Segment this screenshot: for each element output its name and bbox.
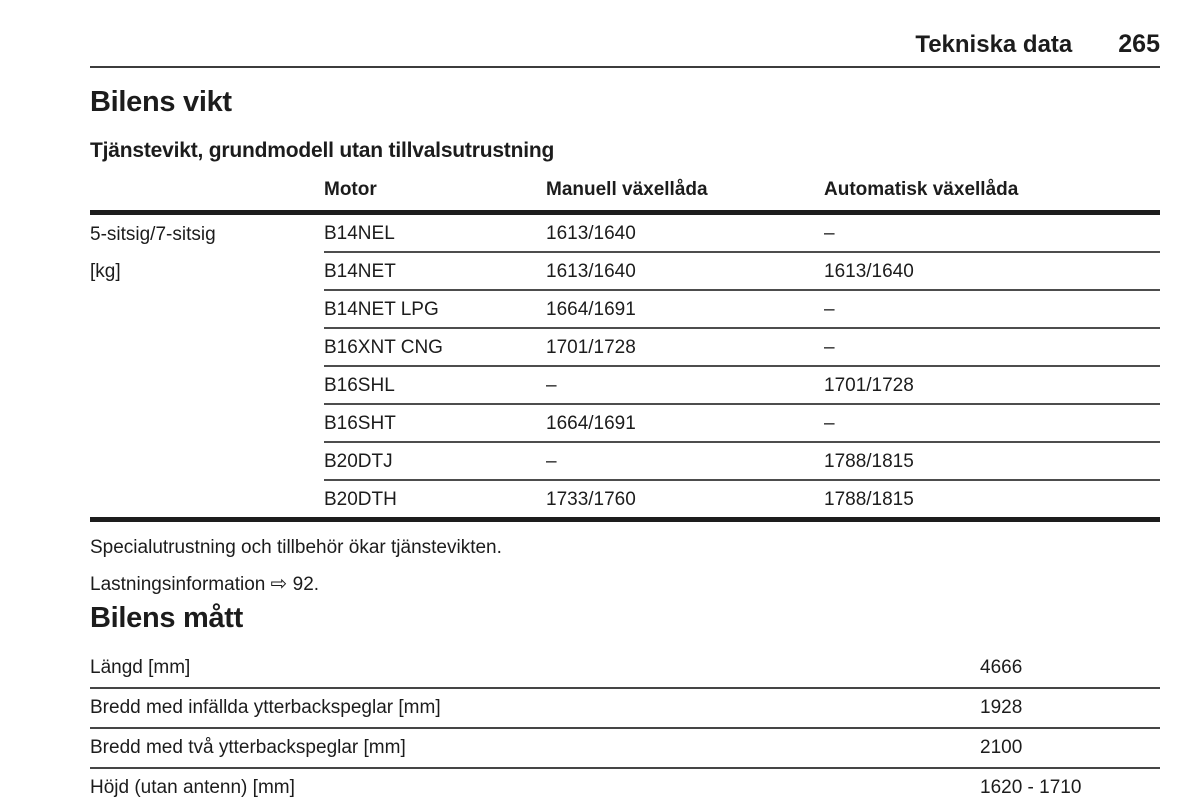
loading-info-text: Lastningsinformation [90,574,266,595]
table-cell-automatic: 1788/1815 [824,443,1160,481]
weight-table [90,177,1160,517]
dimension-value: 1620 - 1710 [980,769,1160,802]
table-cell-automatic: – [824,405,1160,443]
weight-section-heading: Bilens vikt [90,86,232,118]
loading-info-note [90,573,1160,596]
dimension-label: Bredd med infällda ytterbackspeglar [mm] [90,689,980,729]
running-header [90,30,1160,68]
table-cell-motor: B16SHL [324,367,546,405]
table-cell-automatic: 1788/1815 [824,489,914,510]
table-cell-motor: B14NET LPG [324,291,546,329]
table-cell-manual: 1664/1691 [546,405,824,443]
dimension-label: Längd [mm] [90,649,980,689]
weight-table-row-group-label [90,215,324,517]
header-page-number: 265 [1118,30,1160,58]
table-cell-manual: 1664/1691 [546,291,824,329]
table-cell-manual: – [546,443,824,481]
table-cell-motor: B16XNT CNG [324,329,546,367]
seating-label: 5-sitsig/7-sitsig [90,224,216,245]
table-cell-automatic: – [824,291,1160,329]
weight-table-header-automatic: Automatisk växellåda [824,177,1160,215]
table-cell-motor: B14NET [324,253,546,291]
table-cell-automatic: 1613/1640 [824,253,1160,291]
dimensions-table [90,649,1160,802]
table-cell-manual: 1701/1728 [546,329,824,367]
table-cell-manual: 1613/1640 [546,215,824,253]
equipment-note: Specialutrustning och tillbehör ökar tjänstevikten. [90,537,502,558]
table-cell-automatic: – [824,329,1160,367]
dimension-value: 2100 [980,729,1160,769]
weight-table-header-motor: Motor [324,177,546,215]
weight-table-bottom-rule [90,517,1160,522]
cross-reference-page: 92. [292,574,320,595]
weight-subheading: Tjänstevikt, grundmodell utan tillvalsutrustning [90,139,555,162]
unit-label: [kg] [90,261,121,282]
dimension-value: 4666 [980,649,1160,689]
table-cell-manual: 1613/1640 [546,253,824,291]
table-cell-motor: B20DTJ [324,443,546,481]
dimension-value: 1928 [980,689,1160,729]
table-cell-automatic: 1701/1728 [824,367,1160,405]
header-section-title: Tekniska data [915,31,1073,58]
table-cell-manual: 1733/1760 [546,489,636,510]
table-cell-motor: B14NEL [324,215,546,253]
manual-page [90,0,1160,802]
weight-table-header-manual: Manuell växellåda [546,177,824,215]
cross-reference-arrow-icon: ⇨ [270,573,288,595]
dimension-label: Höjd (utan antenn) [mm] [90,769,980,802]
table-cell-manual: – [546,367,824,405]
dimension-label: Bredd med två ytterbackspeglar [mm] [90,729,980,769]
table-cell-motor: B16SHT [324,405,546,443]
table-cell-automatic: – [824,215,1160,253]
table-cell-motor: B20DTH [324,489,397,510]
dimensions-section-heading: Bilens mått [90,602,244,634]
weight-table-header-spacer [90,177,324,215]
